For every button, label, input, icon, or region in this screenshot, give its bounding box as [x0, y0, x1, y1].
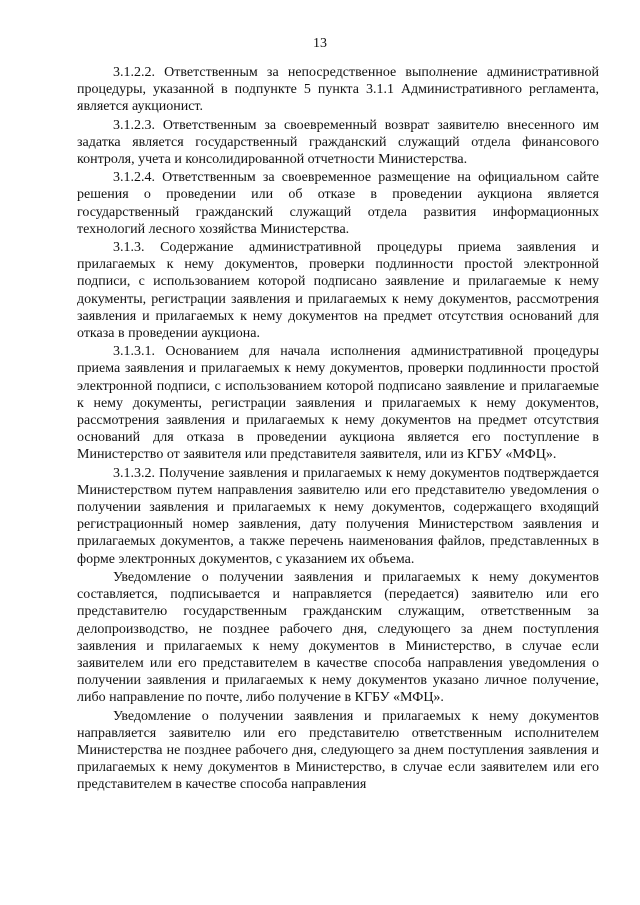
page-number: 13 [313, 36, 327, 51]
paragraph-3-1-2-3: 3.1.2.3. Ответственным за своевременный возврат заявителю внесенного им задатка является государственный гражданский служащий отдела финансового контроля, учета и консолидированной отчетности Министерства. [77, 117, 599, 168]
paragraph-notification-preparation: Уведомление о получении заявления и прилагаемых к нему документов составляется, подписывается и направляется (передается) заявителю или его представителю государственным гражданским служащим, ответственным за делопроизводство, не позднее рабочего дня, следующего за днем поступления заявления и прилагаемых к нему документов в Министерство, в случае если заявителем или его представителем в качестве способа направления уведомления о получении заявления и прилагаемых к нему документов указано личное получение, либо направление по почте, либо получение в КГБУ «МФЦ». [77, 569, 599, 706]
document-body [77, 64, 599, 795]
paragraph-3-1-3-2: 3.1.3.2. Получение заявления и прилагаемых к нему документов подтверждается Министерством путем направления заявителю или его представителю уведомления о получении заявления и прилагаемых к нему документов, содержащего входящий регистрационный номер заявления, дату получения Министерством заявления и прилагаемых документов, а также перечень наименования файлов, представленных в форме электронных документов, с указанием их объема. [77, 465, 599, 567]
paragraph-3-1-2-2: 3.1.2.2. Ответственным за непосредственное выполнение административной процедуры, указанной в подпункте 5 пункта 3.1.1 Административного регламента, является аукционист. [77, 65, 599, 115]
paragraph-notification-sending: Уведомление о получении заявления и прилагаемых к нему документов направляется заявителю или его представителю ответственным исполнителем Министерства не позднее рабочего дня, следующего за днем поступления заявления и прилагаемых к нему документов в Министерство, в случае если заявителем или его представителем в качестве способа направления [77, 708, 599, 793]
paragraph-3-1-2-4: 3.1.2.4. Ответственным за своевременное размещение на официальном сайте решения о проведении или об отказе в проведении аукциона является государственный гражданский служащий отдела развития информационных технологий лесного хозяйства Министерства. [77, 170, 599, 237]
paragraph-3-1-3: 3.1.3. Содержание административной процедуры приема заявления и прилагаемых к нему документов, проверки подлинности простой электронной подписи, с использованием которой подписано заявление и прилагаемые к нему документы, регистрации заявления и прилагаемых к нему документов, рассмотрения заявления и прилагаемых к нему документов на предмет отсутствия оснований для отказа в проведении аукциона. [77, 240, 599, 342]
paragraph-3-1-3-1: 3.1.3.1. Основанием для начала исполнения административной процедуры приема заявления и прилагаемых к нему документов, проверки подлинности простой электронной подписи, с использованием которой подписано заявление и прилагаемые к нему документы, регистрации заявления и прилагаемых к нему документов, рассмотрения заявления и прилагаемых к нему документов на предмет отсутствия оснований для отказа в проведении аукциона является его поступление в Министерство от заявителя или представителя заявителя, или из КГБУ «МФЦ». [77, 344, 599, 463]
